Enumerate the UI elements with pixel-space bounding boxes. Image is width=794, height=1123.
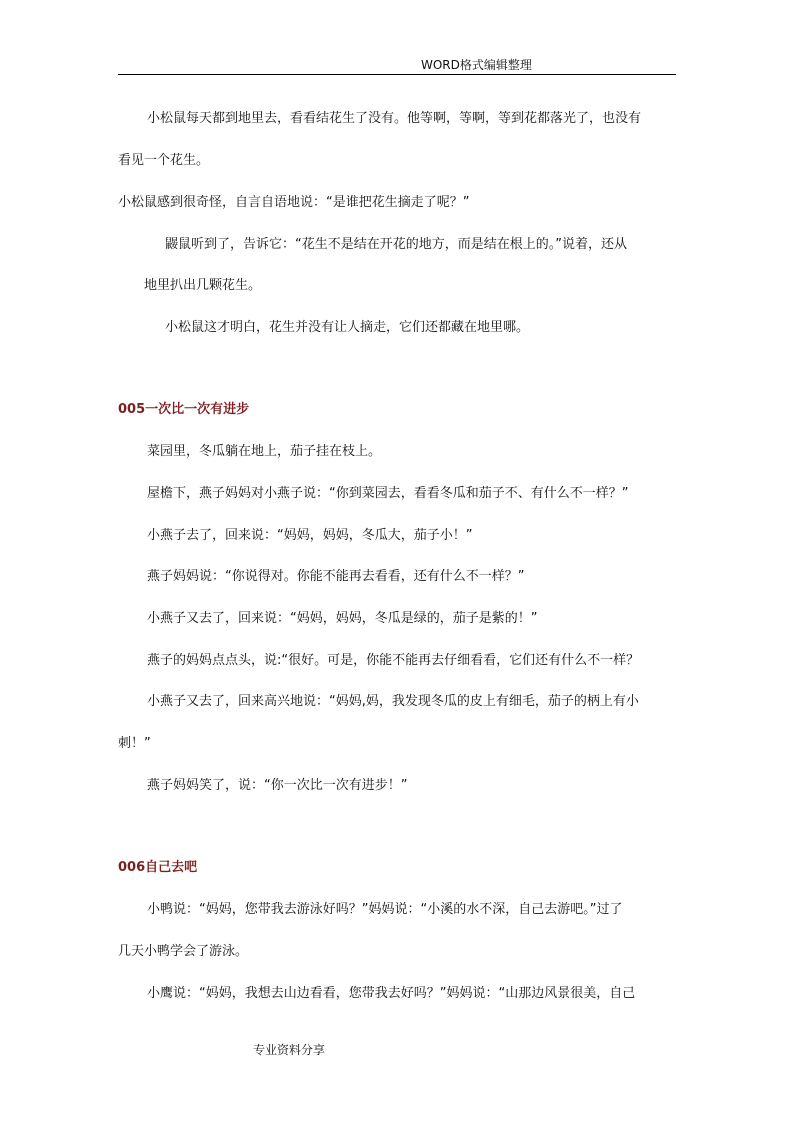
paragraph-line: 小松鼠感到很奇怪，自言自语地说：“是谁把花生摘走了呢？” [118, 195, 470, 210]
paragraph-line: 屋檐下，燕子妈妈对小燕子说：“你到菜园去，看看冬瓜和茄子不、有什么不一样？” [147, 486, 629, 501]
paragraph-line: 刺！” [118, 736, 151, 751]
page-header [118, 58, 676, 75]
story-title: 005一次比一次有进步 [118, 402, 250, 417]
story-title: 006自己去吧 [118, 860, 198, 875]
paragraph-line: 小松鼠这才明白，花生并没有让人摘走，它们还都藏在地里哪。 [165, 320, 530, 335]
paragraph-line: 燕子妈妈说：“你说得对。你能不能再去看看，还有什么不一样？” [147, 569, 525, 584]
paragraph-line: 小燕子去了，回来说：“妈妈，妈妈，冬瓜大，茄子小！” [147, 528, 473, 543]
paragraph-line: 菜园里，冬瓜躺在地上，茄子挂在枝上。 [147, 444, 382, 459]
paragraph-line: 地里扒出几颗花生。 [144, 278, 262, 293]
paragraph-line: 小燕子又去了，回来说：“妈妈，妈妈，冬瓜是绿的，茄子是紫的！” [147, 611, 538, 626]
paragraph-line: 小鸭说：“妈妈，您带我去游泳好吗？”妈妈说：“小溪的水不深，自己去游吧。”过了 [147, 902, 623, 917]
paragraph-line: 小鹰说：“妈妈，我想去山边看看，您带我去好吗？”妈妈说：“山那边风景很美，自己 [147, 986, 636, 1001]
footer-text: 专业资料分享 [253, 1043, 326, 1057]
paragraph-line: 看见一个花生。 [118, 153, 210, 168]
paragraph-line: 小松鼠每天都到地里去，看看结花生了没有。他等啊，等啊，等到花都落光了，也没有 [147, 111, 642, 126]
paragraph-line: 小燕子又去了，回来高兴地说：“妈妈,妈，我发现冬瓜的皮上有细毛，茄子的柄上有小 [147, 694, 639, 709]
paragraph-line: 燕子的妈妈点点头，说:“很好。可是，你能不能再去仔细看看，它们还有什么不一样？ [147, 653, 640, 668]
paragraph-line: 鼹鼠听到了，告诉它：“花生不是结在开花的地方，而是结在根上的。”说着，还从 [165, 237, 627, 252]
header-text: WORD格式编辑整理 [421, 58, 532, 72]
paragraph-line: 几天小鸭学会了游泳。 [118, 944, 249, 959]
paragraph-line: 燕子妈妈笑了，说：“你一次比一次有进步！” [147, 778, 408, 793]
